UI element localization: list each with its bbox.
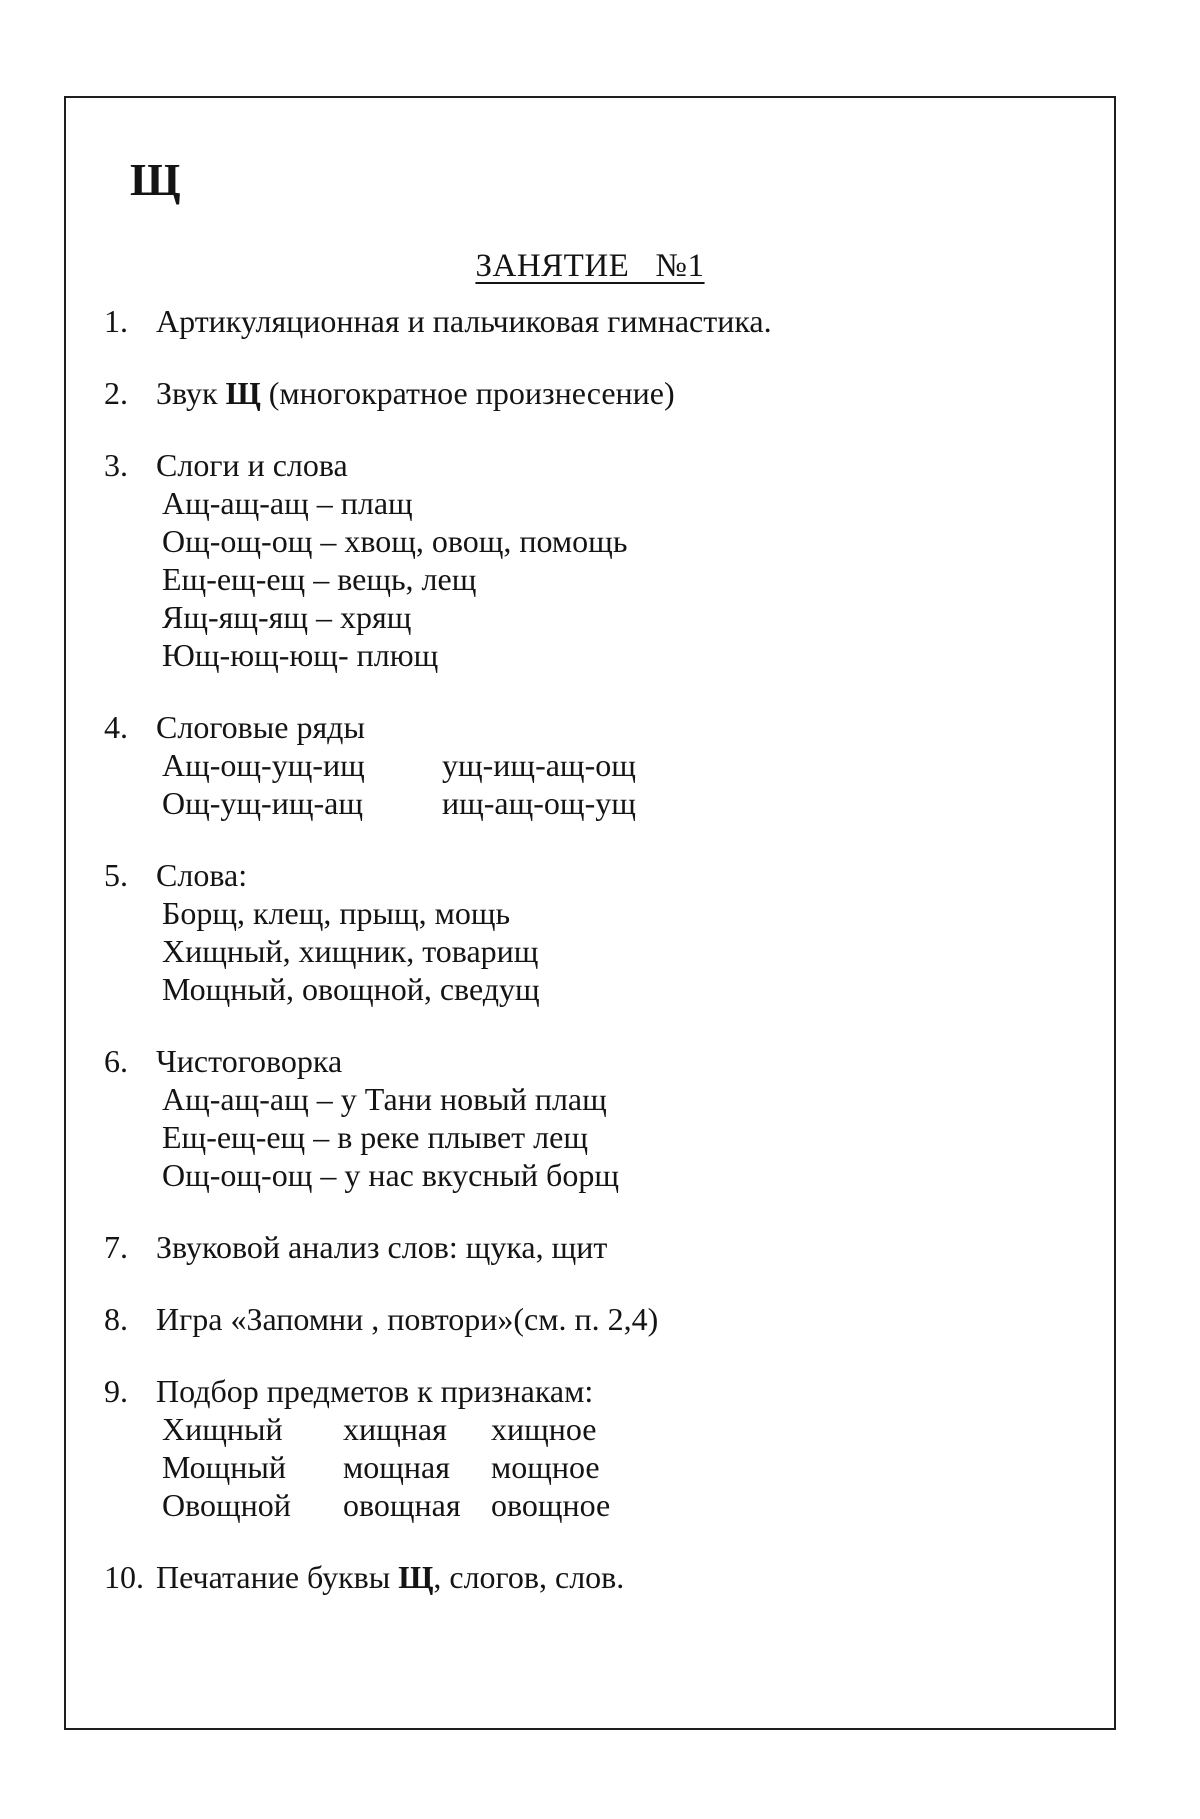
item-text-segment: (многократное произнесение): [260, 375, 675, 411]
adjective-cell: хищная: [343, 1411, 447, 1447]
lesson-item-7: [104, 1228, 1114, 1266]
item-text: [156, 1558, 1114, 1596]
item-subline: Хищный, хищник, товарищ: [162, 933, 539, 969]
syllable-row-cell: Ащ-ощ-ущ-ищ: [162, 747, 365, 783]
item-text-segment: Слоговые ряды: [156, 709, 365, 745]
item-text: [156, 1300, 1114, 1338]
item-number: 2.: [104, 375, 128, 411]
item-head: [104, 708, 1114, 746]
adjective-cell: Мощный: [162, 1449, 287, 1485]
item-head: [104, 374, 1114, 412]
item-text: [156, 708, 1114, 746]
lesson-item-1: [104, 302, 1114, 340]
item-subline: Мощный, овощной, сведущ: [162, 971, 540, 1007]
lesson-item-6: [104, 1042, 1114, 1194]
adjective-cell: овощная: [343, 1487, 461, 1523]
adjective-cell: овощное: [491, 1487, 611, 1523]
item-head: [104, 856, 1114, 894]
item-subline: Ещ-ещ-ещ – в реке плывет лещ: [162, 1119, 588, 1155]
item-subline: Ощ-ощ-ощ – хвощ, овощ, помощь: [162, 523, 628, 559]
item-subline: [162, 784, 1114, 822]
item-head: [104, 1372, 1114, 1410]
adjective-cell: мощное: [491, 1449, 600, 1485]
lesson-item-8: [104, 1300, 1114, 1338]
item-number: 3.: [104, 447, 128, 483]
syllable-row-cell: ищ-ащ-ощ-ущ: [442, 785, 636, 821]
item-number: 1.: [104, 303, 128, 339]
item-text-segment: Артикуляционная и пальчиковая гимнастика.: [156, 303, 772, 339]
item-subline: Ещ-ещ-ещ – вещь, лещ: [162, 561, 477, 597]
item-number: 5.: [104, 857, 128, 893]
item-text: [156, 302, 1114, 340]
item-head: [104, 1228, 1114, 1266]
adjective-cell: Хищный: [162, 1411, 283, 1447]
item-subline: [162, 1486, 1114, 1524]
item-number: 4.: [104, 709, 128, 745]
syllable-row-cell: Ощ-ущ-ищ-ащ: [162, 785, 363, 821]
item-head: [104, 1300, 1114, 1338]
item-head: [104, 302, 1114, 340]
lesson-item-4: [104, 708, 1114, 822]
item-subline: Борщ, клещ, прыщ, мощь: [162, 895, 511, 931]
item-text-segment: Печатание буквы: [156, 1559, 399, 1595]
item-number: 7.: [104, 1229, 128, 1265]
corner-letter: Щ: [130, 154, 181, 205]
item-text: [156, 856, 1114, 894]
adjective-cell: хищное: [491, 1411, 597, 1447]
item-text-segment: Слоги и слова: [156, 447, 348, 483]
item-number: 6.: [104, 1043, 128, 1079]
lesson-item-2: [104, 374, 1114, 412]
item-subline: [162, 1448, 1114, 1486]
item-head: [104, 1042, 1114, 1080]
item-text: [156, 1042, 1114, 1080]
syllable-row-cell: ущ-ищ-ащ-ощ: [442, 747, 636, 783]
lesson-item-3: [104, 446, 1114, 674]
item-number: 8.: [104, 1301, 128, 1337]
item-subline: Ащ-ащ-ащ – у Тани новый плащ: [162, 1081, 607, 1117]
item-subline: Ящ-ящ-ящ – хрящ: [162, 599, 412, 635]
adjective-cell: мощная: [343, 1449, 450, 1485]
item-text: [156, 1372, 1114, 1410]
item-text-segment: Слова:: [156, 857, 248, 893]
item-head: [104, 1558, 1114, 1596]
item-head: [104, 446, 1114, 484]
lesson-item-5: [104, 856, 1114, 1008]
item-text-segment: Игра «Запомни , повтори»(см. п. 2,4): [156, 1301, 659, 1337]
item-text: [156, 1228, 1114, 1266]
item-subline: [162, 746, 1114, 784]
item-subline: [162, 1410, 1114, 1448]
item-subline: Ащ-ащ-ащ – плащ: [162, 485, 413, 521]
item-text-segment: Звук: [156, 375, 226, 411]
item-text: [156, 446, 1114, 484]
item-text-segment: Звуковой анализ слов: щука, щит: [156, 1229, 608, 1265]
item-subline: Ощ-ощ-ощ – у нас вкусный борщ: [162, 1157, 619, 1193]
lesson-item-10: [104, 1558, 1114, 1596]
item-text: [156, 374, 1114, 412]
item-subline: Ющ-ющ-ющ- плющ: [162, 637, 439, 673]
lesson-item-9: [104, 1372, 1114, 1524]
item-text-segment: Чистоговорка: [156, 1043, 343, 1079]
page-border-frame: [64, 96, 1116, 1730]
adjective-cell: Овощной: [162, 1487, 291, 1523]
item-number: 10.: [104, 1559, 144, 1595]
item-text-segment: Подбор предметов к признакам:: [156, 1373, 594, 1409]
item-text-segment-bold: Щ: [398, 1559, 434, 1595]
item-text-segment-bold: Щ: [225, 375, 261, 411]
item-number: 9.: [104, 1373, 128, 1409]
lesson-title-text: ЗАНЯТИЕ №1: [475, 248, 705, 284]
lesson-title: [66, 246, 1114, 286]
item-text-segment: , слогов, слов.: [433, 1559, 625, 1595]
lesson-items: [66, 302, 1114, 1596]
